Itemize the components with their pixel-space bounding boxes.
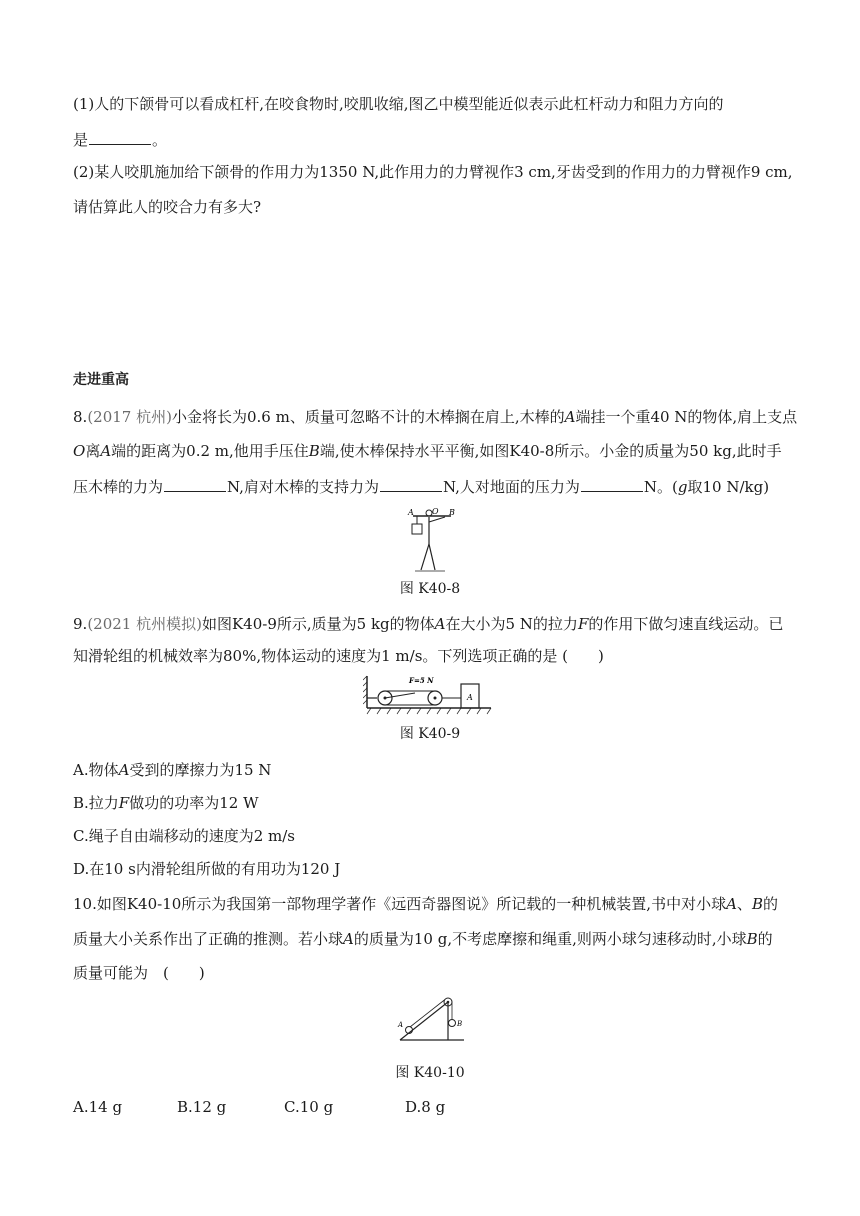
q9-option-c[interactable]: C.绳子自由端移动的速度为2 m/s: [73, 827, 295, 845]
option-text: B.拉力: [73, 794, 119, 812]
answer-blank[interactable]: [89, 130, 151, 145]
q7-text: 。: [152, 131, 168, 149]
hanging-object: [412, 524, 422, 534]
arm: [429, 517, 445, 522]
q9-text: 在大小为5 N的拉力: [445, 615, 578, 633]
var-A: A: [343, 930, 354, 948]
q9-option-d[interactable]: D.在10 s内滑轮组所做的有用功为120 J: [73, 860, 341, 878]
var-B: B: [751, 895, 763, 913]
caption-k40-10: 图 K40-10: [395, 1065, 465, 1081]
q9-option-b[interactable]: [73, 793, 259, 813]
q8-text: N,肩对木棒的支持力为: [227, 478, 379, 496]
q7-part1-line1: [73, 94, 724, 114]
figure-k40-9: [363, 674, 493, 716]
q10-text: 的: [762, 895, 778, 913]
var-O: O: [73, 442, 86, 460]
q8-line3: [73, 477, 769, 497]
q8-text: 端,使木棒保持水平平衡,如图K40-8所示。小金的质量为50 kg,此时手: [319, 442, 782, 460]
q7-part2-line1: [73, 162, 793, 182]
q7-part2-line2: [73, 197, 261, 217]
answer-blank[interactable]: [380, 477, 442, 492]
caption-k40-9: 图 K40-9: [399, 726, 461, 742]
q7-part2-text: (2)某人咬肌施加给下颌骨的作用力为1350 N,此作用力的力臂视作3 cm,牙齿受到的作用力的力臂视作9 cm,: [73, 163, 793, 181]
var-F: F: [577, 615, 589, 633]
pulley-axle: [447, 1001, 450, 1004]
rope: [410, 1000, 445, 1028]
q9-text: 如图K40-9所示,质量为5 kg的物体: [201, 615, 435, 633]
q10-line2: [73, 929, 773, 949]
q10-text: 10.如图K40-10所示为我国第一部物理学著作《远西奇器图说》所记载的一种机械装置,书中对小球: [73, 895, 727, 913]
q8-text: 端挂一个重40 N的物体,肩上支点: [575, 408, 798, 426]
q8-text: 压木棒的力为: [73, 478, 164, 496]
section-title: 走进重高: [73, 372, 129, 388]
q7-text: 是: [73, 131, 89, 149]
q8-text: N。(: [643, 478, 678, 496]
var-F: F: [118, 794, 130, 812]
q10-option-a[interactable]: A.14 g: [73, 1098, 123, 1116]
q8-text: 小金将长为0.6 m、质量可忽略不计的木棒搁在肩上,木棒的: [171, 408, 565, 426]
q10-text: 质量大小关系作出了正确的推测。若小球: [73, 930, 344, 948]
figure-k40-8: [405, 508, 457, 574]
q10-text: 的: [757, 930, 773, 948]
force-label: F=5 N: [409, 676, 434, 685]
q9-text: 的作用下做匀速直线运动。已: [588, 615, 784, 633]
question-source: (2017 杭州): [87, 408, 172, 426]
q10-text: 、: [736, 895, 752, 913]
var-B: B: [308, 442, 320, 460]
figure-k40-10: [396, 994, 468, 1046]
q7-part2-text: 请估算此人的咬合力有多大?: [73, 198, 262, 216]
var-g: g: [677, 478, 688, 496]
q8-text: N,人对地面的压力为: [442, 478, 580, 496]
answer-blank[interactable]: [581, 477, 643, 492]
q10-text: 的质量为10 g,不考虑摩擦和绳重,则两小球匀速移动时,小球: [353, 930, 747, 948]
q10-option-c[interactable]: C.10 g: [284, 1098, 334, 1116]
ground-hatch: [367, 708, 491, 714]
q7-part1-line2: [73, 130, 167, 150]
label-A: A: [467, 693, 473, 702]
var-A: A: [726, 895, 737, 913]
var-A: A: [118, 761, 130, 779]
q8-text: 取10 N/kg): [687, 478, 770, 496]
q9-option-a[interactable]: [73, 760, 271, 780]
q9-line1: [73, 614, 783, 634]
label-O: O: [432, 508, 439, 516]
q7-part1-text: (1)人的下颌骨可以看成杠杆,在咬食物时,咬肌收缩,图乙中模型能近似表示此杠杆动力和阻力方向的: [73, 95, 724, 113]
q8-text: 离: [85, 442, 101, 460]
label-B: B: [449, 508, 455, 517]
pulley-axle: [434, 697, 437, 700]
rope: [385, 693, 415, 698]
option-text: 受到的摩擦力为15 N: [129, 761, 272, 779]
question-source: (2021 杭州模拟): [87, 615, 202, 633]
label-A: A: [408, 508, 414, 517]
q8-text: 端的距离为0.2 m,他用手压住: [111, 442, 309, 460]
q8-line1: [73, 407, 797, 427]
q8-line2: [73, 441, 782, 461]
incline: [400, 1002, 448, 1040]
left-leg: [421, 544, 429, 570]
right-leg: [429, 544, 435, 570]
var-A: A: [434, 615, 446, 633]
var-A: A: [100, 442, 112, 460]
label-B: B: [457, 1020, 463, 1028]
var-B: B: [746, 930, 758, 948]
q9-line2: 知滑轮组的机械效率为80%,物体运动的速度为1 m/s。下列选项正确的是 ( ): [73, 647, 604, 665]
answer-blank[interactable]: [164, 477, 226, 492]
label-A: A: [398, 1021, 404, 1029]
question-number: 8.: [73, 408, 88, 426]
option-text: 做功的功率为12 W: [129, 794, 259, 812]
q10-option-d[interactable]: D.8 g: [405, 1098, 446, 1116]
q10-line3: 质量可能为 ( ): [73, 964, 205, 982]
var-A: A: [564, 408, 576, 426]
caption-k40-8: 图 K40-8: [399, 581, 461, 597]
question-number: 9.: [73, 615, 88, 633]
q10-option-b[interactable]: B.12 g: [177, 1098, 227, 1116]
ball-B: [449, 1020, 456, 1027]
q10-line1: [73, 894, 778, 914]
option-text: A.物体: [73, 761, 119, 779]
